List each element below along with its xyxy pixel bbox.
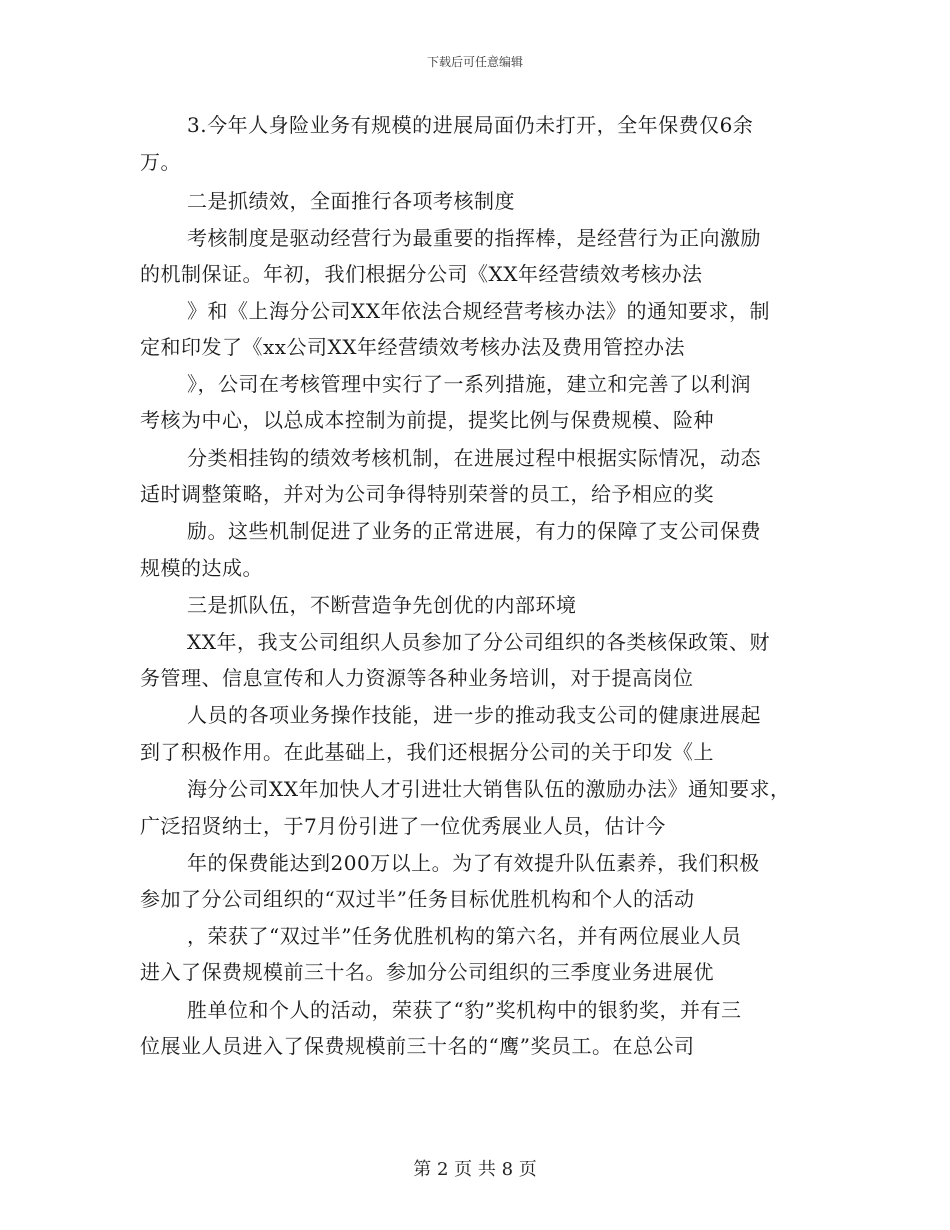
text-line: 进入了保费规模前三十名。参加分公司组织的三季度业务进展优: [140, 960, 714, 984]
text-line: 海分公司XX年加快人才引进壮大销售队伍的激励办法》通知要求，: [187, 777, 791, 801]
text-line: 3.今年人身险业务有规模的进展局面仍未打开，全年保费仅6余: [187, 113, 754, 137]
text-line: 到了积极作用。在此基础上，我们还根据分公司的关于印发《上: [140, 740, 714, 764]
text-line: 规模的达成。: [140, 556, 263, 580]
text-line: 适时调整策略，并对为公司争得特别荣誉的员工，给予相应的奖: [140, 482, 714, 506]
section-heading: 二是抓绩效，全面推行各项考核制度: [187, 189, 515, 213]
text-line: 务管理、信息宣传和人力资源等各种业务培训，对于提高岗位: [140, 666, 694, 690]
text-line: 定和印发了《xx公司XX年经营绩效考核办法及费用管控办法: [140, 335, 686, 359]
text-line: 考核为中心，以总成本控制为前提，提奖比例与保费规模、险种: [140, 408, 714, 432]
text-line: 年的保费能达到200万以上。为了有效提升队伍素养，我们积极: [187, 851, 760, 875]
text-line: 考核制度是驱动经营行为最重要的指挥棒，是经营行为正向激励: [187, 226, 761, 250]
text-line: 》，公司在考核管理中实行了一系列措施，建立和完善了以利润: [187, 372, 751, 396]
text-line: 》和《上海分公司XX年依法合规经营考核办法》的通知要求，制: [187, 299, 770, 323]
text-line: 位展业人员进入了保费规模前三十名的“鹰”奖员工。在总公司: [140, 1034, 695, 1058]
page-header-note: 下载后可任意编辑: [426, 55, 523, 69]
text-line: XX年，我支公司组织人员参加了分公司组织的各类核保政策、财: [187, 630, 770, 654]
page-number: 第 2 页 共 8 页: [413, 1159, 537, 1180]
text-line: 的机制保证。年初，我们根据分公司《XX年经营绩效考核办法: [140, 262, 703, 286]
text-line: 参加了分公司组织的“双过半”任务目标优胜机构和个人的活动: [140, 887, 695, 911]
text-line: ，荣获了“双过半”任务优胜机构的第六名，并有两位展业人员: [187, 924, 742, 948]
text-line: 广泛招贤纳士，于7月份引进了一位优秀展业人员，估计今: [140, 814, 666, 838]
text-line: 分类相挂钩的绩效考核机制，在进展过程中根据实际情况，动态: [187, 446, 761, 470]
text-line: 万。: [140, 150, 181, 174]
section-heading: 三是抓队伍，不断营造争先创优的内部环境: [187, 593, 577, 617]
text-line: 人员的各项业务操作技能，进一步的推动我支公司的健康进展起: [187, 703, 761, 727]
text-line: 胜单位和个人的活动，荣获了“豹”奖机构中的银豹奖，并有三: [187, 998, 742, 1022]
text-line: 励。这些机制促进了业务的正常进展，有力的保障了支公司保费: [187, 519, 761, 543]
